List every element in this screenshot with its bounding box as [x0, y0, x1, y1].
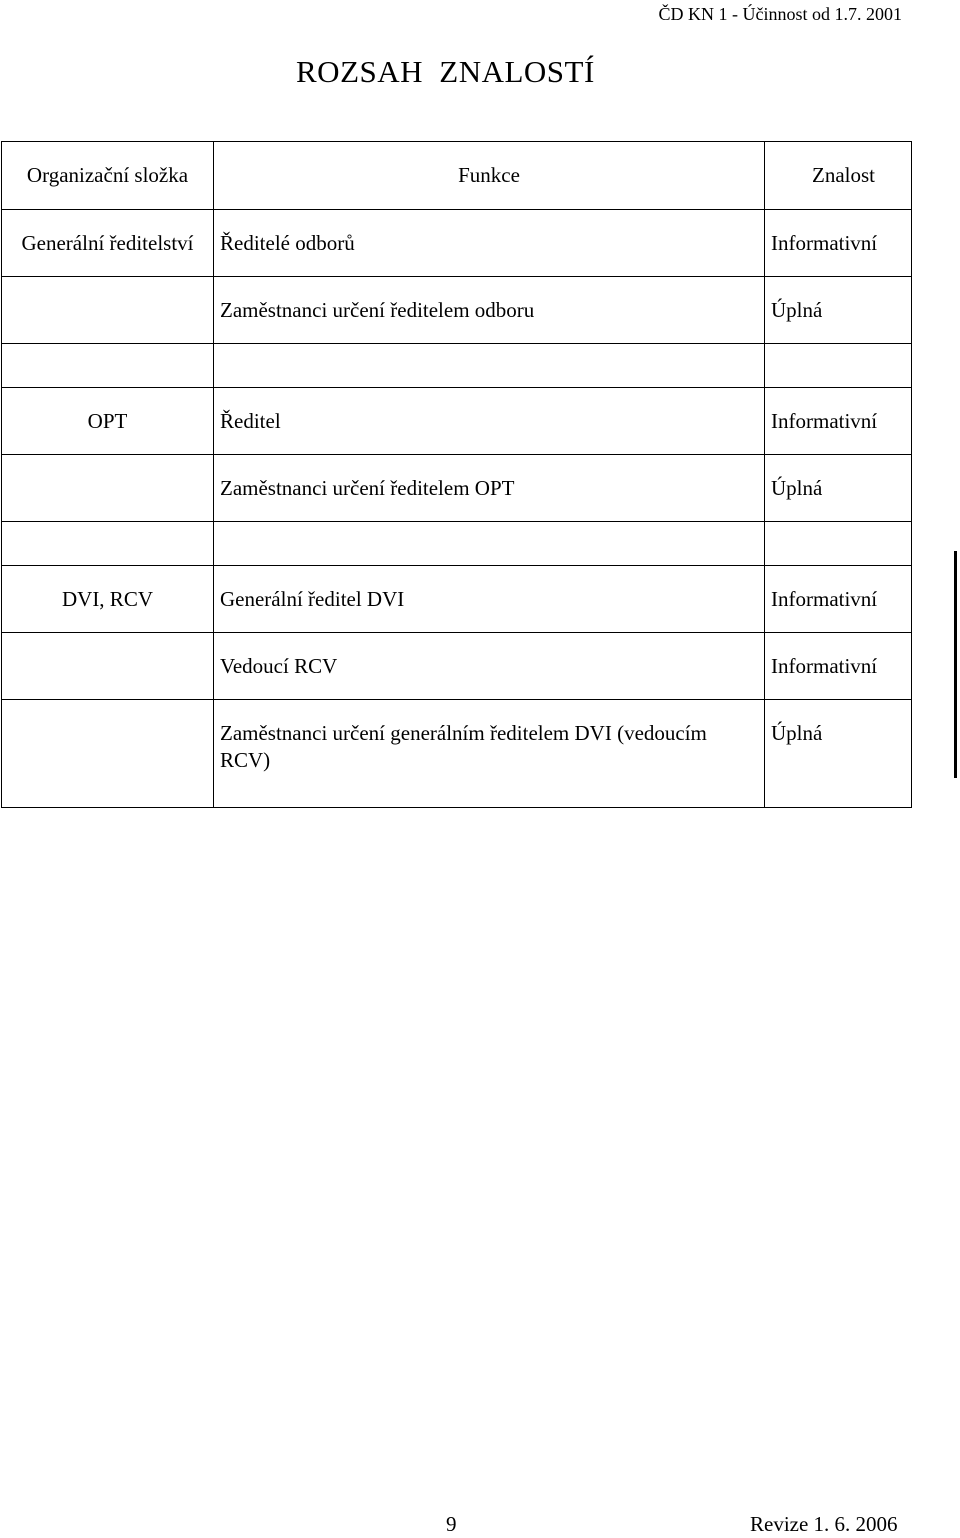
table-row — [2, 277, 912, 344]
function-cell: Ředitel — [214, 388, 765, 455]
knowledge-cell — [765, 522, 912, 566]
knowledge-cell: Informativní — [765, 566, 912, 633]
table-row — [2, 210, 912, 277]
knowledge-scope-table — [1, 141, 912, 808]
org-unit-cell — [2, 277, 214, 344]
org-unit-cell — [2, 633, 214, 700]
knowledge-cell: Informativní — [765, 633, 912, 700]
function-cell: Ředitelé odborů — [214, 210, 765, 277]
org-unit-cell — [2, 700, 214, 808]
function-cell — [214, 344, 765, 388]
table-spacer-row — [2, 522, 912, 566]
table-row — [2, 566, 912, 633]
page-title: ROZSAH ZNALOSTÍ — [296, 54, 595, 89]
column-header-knowledge: Znalost — [765, 142, 912, 210]
org-unit-cell — [2, 522, 214, 566]
table-row — [2, 388, 912, 455]
org-unit-cell — [2, 455, 214, 522]
table-row — [2, 633, 912, 700]
table-row — [2, 700, 912, 808]
revision-date: Revize 1. 6. 2006 — [750, 1512, 898, 1536]
function-cell: Zaměstnanci určení ředitelem odboru — [214, 277, 765, 344]
column-header-function: Funkce — [214, 142, 765, 210]
knowledge-cell: Informativní — [765, 388, 912, 455]
table-row — [2, 455, 912, 522]
document-reference: ČD KN 1 - Účinnost od 1.7. 2001 — [658, 4, 902, 24]
knowledge-cell: Úplná — [765, 277, 912, 344]
org-unit-cell: OPT — [2, 388, 214, 455]
knowledge-cell — [765, 344, 912, 388]
function-cell — [214, 522, 765, 566]
function-cell: Generální ředitel DVI — [214, 566, 765, 633]
table-spacer-row — [2, 344, 912, 388]
table-header-row — [2, 142, 912, 210]
function-cell: Vedoucí RCV — [214, 633, 765, 700]
function-cell: Zaměstnanci určení generálním ředitelem DVI (vedoucím RCV) — [214, 700, 765, 808]
page-number: 9 — [446, 1512, 457, 1536]
column-header-org-unit: Organizační složka — [2, 142, 214, 210]
org-unit-cell — [2, 344, 214, 388]
knowledge-cell: Úplná — [765, 700, 912, 808]
org-unit-cell: DVI, RCV — [2, 566, 214, 633]
function-cell: Zaměstnanci určení ředitelem OPT — [214, 455, 765, 522]
knowledge-cell: Informativní — [765, 210, 912, 277]
org-unit-cell: Generální ředitelství — [2, 210, 214, 277]
revision-change-bar — [954, 551, 957, 778]
knowledge-cell: Úplná — [765, 455, 912, 522]
